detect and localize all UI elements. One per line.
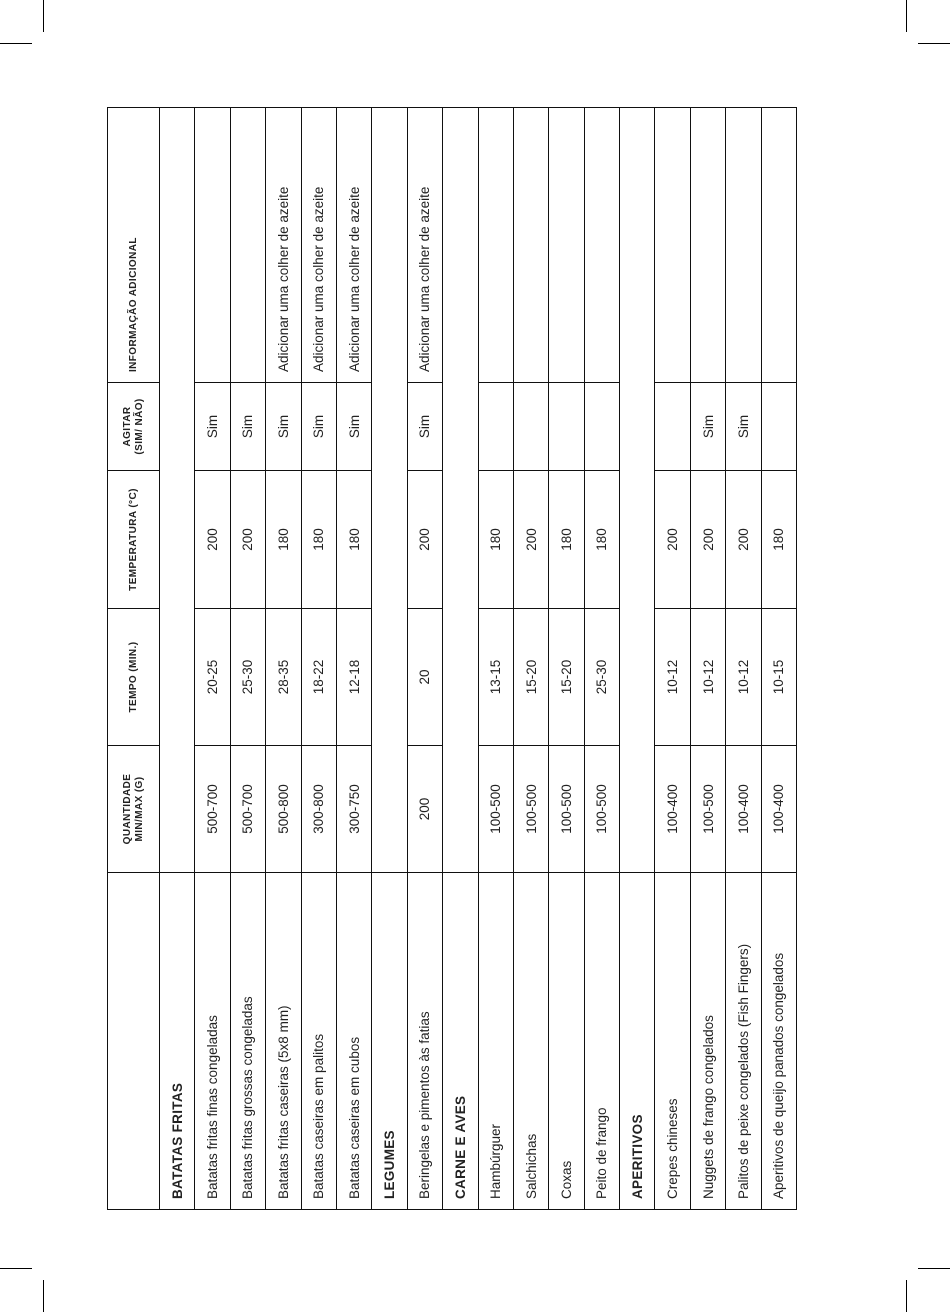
cell-quantity: 500-700 bbox=[230, 746, 265, 873]
table-row bbox=[266, 108, 301, 1210]
section-row bbox=[620, 108, 655, 1210]
cell-temperature: 180 bbox=[549, 471, 584, 609]
table-row bbox=[655, 108, 690, 1210]
table-row bbox=[584, 108, 619, 1210]
cell-shake: Sim bbox=[301, 383, 336, 471]
cell-time: 25-30 bbox=[230, 609, 265, 746]
cell-shake: Sim bbox=[195, 383, 230, 471]
cell-quantity: 100-500 bbox=[549, 746, 584, 873]
cell-info bbox=[655, 108, 690, 383]
cell-shake bbox=[549, 383, 584, 471]
cell-temperature: 180 bbox=[336, 471, 371, 609]
section-title: BATATAS FRITAS bbox=[160, 873, 195, 1210]
cell-time: 28-35 bbox=[266, 609, 301, 746]
cell-time: 10-15 bbox=[761, 609, 796, 746]
cell-quantity: 100-400 bbox=[726, 746, 761, 873]
cell-name: Hambúrguer bbox=[478, 873, 513, 1210]
section-title: LEGUMES bbox=[372, 873, 407, 1210]
cell-temperature: 180 bbox=[301, 471, 336, 609]
crop-mark bbox=[43, 0, 44, 32]
cooking-table bbox=[107, 107, 797, 1210]
crop-mark bbox=[906, 1280, 907, 1312]
section-filler bbox=[160, 108, 195, 873]
section-filler bbox=[372, 108, 407, 873]
cell-quantity: 100-400 bbox=[761, 746, 796, 873]
cell-quantity: 100-500 bbox=[690, 746, 725, 873]
cell-name: Coxas bbox=[549, 873, 584, 1210]
cell-shake bbox=[513, 383, 548, 471]
table-row bbox=[407, 108, 442, 1210]
table-row bbox=[230, 108, 265, 1210]
table-row bbox=[726, 108, 761, 1210]
cell-time: 20-25 bbox=[195, 609, 230, 746]
cell-time: 10-12 bbox=[726, 609, 761, 746]
cell-shake bbox=[655, 383, 690, 471]
table-row bbox=[301, 108, 336, 1210]
cell-time: 10-12 bbox=[655, 609, 690, 746]
cell-info: Adicionar uma colher de azeite bbox=[336, 108, 371, 383]
crop-mark bbox=[918, 43, 950, 44]
header-shake: AGITAR (SIM/ NÃO) bbox=[108, 383, 160, 471]
cell-temperature: 180 bbox=[266, 471, 301, 609]
cell-time: 10-12 bbox=[690, 609, 725, 746]
cell-info bbox=[230, 108, 265, 383]
crop-mark bbox=[0, 1268, 32, 1269]
crop-mark bbox=[906, 0, 907, 32]
cell-temperature: 180 bbox=[478, 471, 513, 609]
header-time: TEMPO (MIN.) bbox=[108, 609, 160, 746]
cell-name: Beringelas e pimentos às fatias bbox=[407, 873, 442, 1210]
crop-mark bbox=[918, 1268, 950, 1269]
table-row bbox=[690, 108, 725, 1210]
cell-name: Batatas fritas caseiras (5x8 mm) bbox=[266, 873, 301, 1210]
cell-info bbox=[195, 108, 230, 383]
table-row bbox=[195, 108, 230, 1210]
section-title: APERITIVOS bbox=[620, 873, 655, 1210]
table-header-row bbox=[108, 108, 160, 1210]
header-quantity: QUANTIDADE MIN/MAX (G) bbox=[108, 746, 160, 873]
cell-info: Adicionar uma colher de azeite bbox=[266, 108, 301, 383]
cell-quantity: 100-500 bbox=[478, 746, 513, 873]
cell-name: Peito de frango bbox=[584, 873, 619, 1210]
table-row bbox=[549, 108, 584, 1210]
cell-name: Palitos de peixe congelados (Fish Fingers) bbox=[726, 873, 761, 1210]
cell-time: 18-22 bbox=[301, 609, 336, 746]
cell-temperature: 200 bbox=[726, 471, 761, 609]
cell-time: 15-20 bbox=[513, 609, 548, 746]
cell-temperature: 200 bbox=[655, 471, 690, 609]
cell-shake: Sim bbox=[726, 383, 761, 471]
cell-temperature: 200 bbox=[407, 471, 442, 609]
cell-shake: Sim bbox=[230, 383, 265, 471]
cell-temperature: 200 bbox=[230, 471, 265, 609]
table-row bbox=[478, 108, 513, 1210]
section-filler bbox=[443, 108, 478, 873]
header-name bbox=[108, 873, 160, 1210]
cell-name: Batatas fritas grossas congeladas bbox=[230, 873, 265, 1210]
table-row bbox=[336, 108, 371, 1210]
cell-time: 25-30 bbox=[584, 609, 619, 746]
cell-info bbox=[478, 108, 513, 383]
section-title: CARNE E AVES bbox=[443, 873, 478, 1210]
cell-time: 12-18 bbox=[336, 609, 371, 746]
cell-quantity: 300-750 bbox=[336, 746, 371, 873]
header-temperature: TEMPERATURA (°C) bbox=[108, 471, 160, 609]
cell-quantity: 200 bbox=[407, 746, 442, 873]
cell-quantity: 100-500 bbox=[584, 746, 619, 873]
cell-shake: Sim bbox=[690, 383, 725, 471]
cell-temperature: 180 bbox=[761, 471, 796, 609]
cell-info bbox=[549, 108, 584, 383]
section-row bbox=[443, 108, 478, 1210]
section-filler bbox=[620, 108, 655, 873]
cell-shake: Sim bbox=[266, 383, 301, 471]
cell-quantity: 500-700 bbox=[195, 746, 230, 873]
cell-shake bbox=[584, 383, 619, 471]
cell-name: Crepes chineses bbox=[655, 873, 690, 1210]
cell-info bbox=[726, 108, 761, 383]
cell-quantity: 100-500 bbox=[513, 746, 548, 873]
cell-quantity: 100-400 bbox=[655, 746, 690, 873]
cell-name: Salchichas bbox=[513, 873, 548, 1210]
cell-shake: Sim bbox=[407, 383, 442, 471]
crop-mark bbox=[0, 43, 32, 44]
section-row bbox=[372, 108, 407, 1210]
cell-name: Batatas caseiras em palitos bbox=[301, 873, 336, 1210]
cell-info bbox=[584, 108, 619, 383]
cell-shake bbox=[761, 383, 796, 471]
cell-name: Aperitivos de queijo panados congelados bbox=[761, 873, 796, 1210]
cell-info bbox=[761, 108, 796, 383]
cell-temperature: 180 bbox=[584, 471, 619, 609]
cell-temperature: 200 bbox=[513, 471, 548, 609]
table-row bbox=[761, 108, 796, 1210]
crop-mark bbox=[43, 1280, 44, 1312]
table-row bbox=[513, 108, 548, 1210]
cell-time: 13-15 bbox=[478, 609, 513, 746]
header-info: INFORMAÇÃO ADICIONAL bbox=[108, 108, 160, 383]
cell-time: 15-20 bbox=[549, 609, 584, 746]
cooking-table-rotated bbox=[107, 108, 797, 1210]
cell-info: Adicionar uma colher de azeite bbox=[407, 108, 442, 383]
table-body bbox=[160, 108, 797, 1210]
cell-quantity: 300-800 bbox=[301, 746, 336, 873]
cell-info bbox=[690, 108, 725, 383]
cell-info: Adicionar uma colher de azeite bbox=[301, 108, 336, 383]
cell-time: 20 bbox=[407, 609, 442, 746]
cell-name: Nuggets de frango congelados bbox=[690, 873, 725, 1210]
cell-temperature: 200 bbox=[690, 471, 725, 609]
cell-name: Batatas fritas finas congeladas bbox=[195, 873, 230, 1210]
cell-quantity: 500-800 bbox=[266, 746, 301, 873]
cell-temperature: 200 bbox=[195, 471, 230, 609]
cell-shake bbox=[478, 383, 513, 471]
cell-info bbox=[513, 108, 548, 383]
cell-name: Batatas caseiras em cubos bbox=[336, 873, 371, 1210]
cell-shake: Sim bbox=[336, 383, 371, 471]
section-row bbox=[160, 108, 195, 1210]
